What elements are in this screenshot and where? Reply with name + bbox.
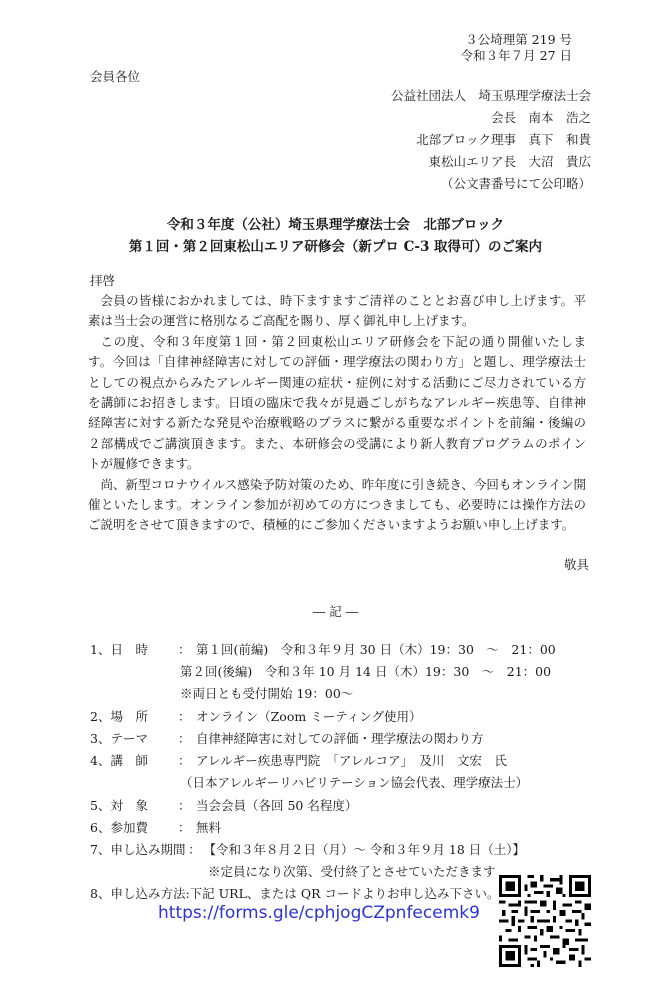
item-period: [90, 840, 525, 858]
item-period-note: ※定員になり次第、受付終了とさせていただきます: [208, 864, 496, 879]
item-lecturer-sep: ：: [178, 753, 191, 768]
document-title-line1: 令和３年度（公社）埼玉県理学療法士会 北部ブロック: [166, 217, 505, 233]
item-theme-label: 3、テーマ: [90, 731, 148, 746]
item-lecturer-label: 4、講 師: [90, 753, 148, 768]
document-number: ３公埼理第 219 号: [465, 32, 572, 47]
item-period-label: 7、申し込み期間: [90, 842, 186, 857]
paragraph-event: この度、令和３年度第１回・第２回東松山エリア研修会を下記の通り開催いたします。今回は「自律神経障害に対しての評価・理学療法の関わり方」と題し、理学療法士としての視点からみたアレルギー関連の症状・症例に対する活動にご尽力されている方を講師にお招きします。日頃の臨床で我々が見過ごしがちなアレルギー疾患等、自律神経障害に対する新たな発見や治療戦略のプラスに繋がる重要なポイントを前編・後編の２部構成でご講演頂きます。また、本研修会の受講により新人教育プログラムのポイントが履修できます。: [88, 333, 586, 472]
item-lecturer-note: （日本アレルギーリハビリテーション協会代表、理学療法士）: [180, 775, 529, 790]
item-date-label: 1、日 時: [90, 642, 148, 657]
item-theme-sep: ：: [178, 731, 191, 746]
item-method-value: 下記 URL、または QR コードよりお申し込み下さい。: [189, 886, 500, 901]
document-date: 令和３年７月 27 日: [460, 48, 572, 63]
item-target: [90, 796, 357, 814]
item-method-label: 8、申し込み方法:: [90, 886, 190, 901]
item-fee-value: 無料: [196, 820, 222, 835]
paragraph-intro: 会員の皆様におかれましては、時下ますますご清祥のこととお喜び申し上げます。平素は当士会の運営に格別なるご高配を賜り、厚く御礼申し上げます。: [88, 293, 586, 329]
item-place-sep: ：: [178, 709, 191, 724]
sender-organization: 公益社団法人 埼玉県理学療法士会: [390, 88, 591, 103]
item-date-line2: 第２回(後編) 令和３年 10 月 14 日（木）19：30 ～ 21：00: [180, 664, 552, 679]
closing: 敬具: [563, 557, 589, 572]
item-date: [90, 640, 556, 658]
item-theme-value: 自律神経障害に対しての評価・理学療法の関わり方: [196, 731, 484, 746]
item-place-label: 2、場 所: [90, 709, 148, 724]
qr-code-icon[interactable]: [499, 875, 591, 967]
item-date-line1: 第１回(前編) 令和３年９月 30 日（木）19：30 ～ 21：00: [196, 642, 556, 657]
sender-president: 会長 南本 浩之: [490, 110, 591, 125]
sender-block-director: 北部ブロック理事 真下 和貴: [416, 132, 591, 147]
item-fee-sep: ：: [178, 820, 191, 835]
item-fee: [90, 818, 221, 836]
item-target-value: 当会会員（各回 50 名程度）: [196, 798, 358, 813]
seal-omitted-note: （公文書番号にて公印略）: [440, 176, 591, 191]
greeting: 拝啓: [90, 273, 116, 288]
body-text: [88, 291, 586, 536]
application-url-link[interactable]: https://forms.gle/cphjogCZpnfecemk9: [158, 903, 480, 923]
item-fee-label: 6、参加費: [90, 820, 148, 835]
item-theme: [90, 729, 484, 747]
paragraph-online: 尚、新型コロナウイルス感染予防対策のため、昨年度に引き続き、今回もオンライン開催といたします。オンライン参加が初めての方につきましても、必要時には操作方法のご説明をさせて頂きますので、積極的にご参加くださいますようお願い申し上げます。: [88, 476, 586, 533]
item-lecturer-value: アレルギー疾患専門院 「アレルコア」 及川 文宏 氏: [196, 753, 507, 768]
item-period-value: 【令和３年８月２日（月）～ 令和３年９月 18 日（土）】: [203, 842, 526, 857]
item-target-sep: ：: [178, 798, 191, 813]
item-place-value: オンライン（Zoom ミーティング使用）: [196, 709, 422, 724]
item-place: [90, 707, 421, 725]
item-date-note: ※両日とも受付開始 19：00～: [180, 686, 354, 701]
item-target-label: 5、対 象: [90, 798, 148, 813]
item-lecturer: [90, 751, 507, 769]
ki-heading: ― 記 ―: [312, 604, 359, 619]
item-date-sep: ：: [178, 642, 191, 657]
document-title-line2: 第１回・第２回東松山エリア研修会（新プロ C-3 取得可）のご案内: [128, 239, 543, 255]
item-method: [90, 884, 500, 902]
item-period-sep: ：: [188, 842, 201, 857]
sender-area-head: 東松山エリア長 大沼 貴広: [428, 154, 591, 169]
addressee: 会員各位: [90, 69, 141, 84]
